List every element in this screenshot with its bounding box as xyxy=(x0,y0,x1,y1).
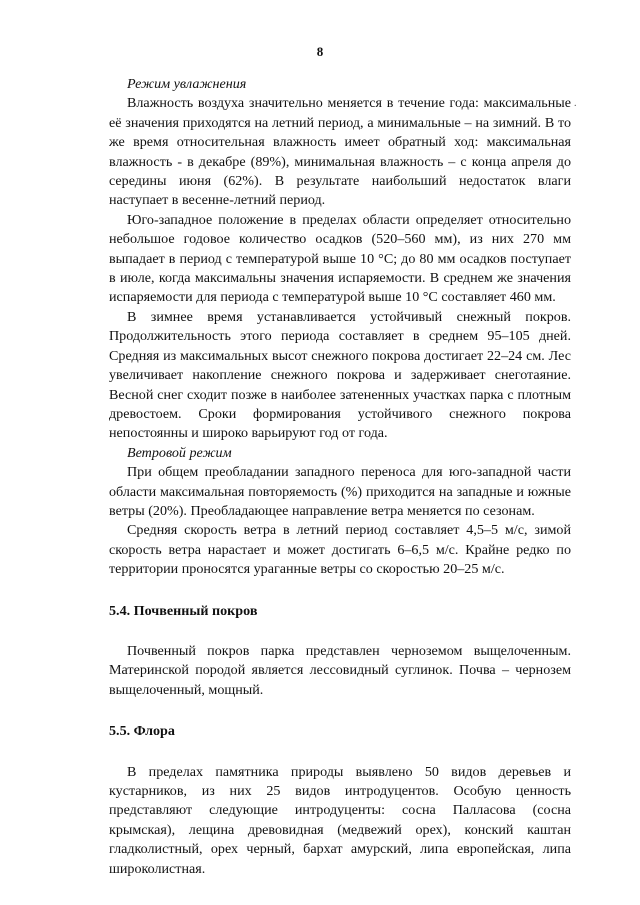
moisture-paragraph-1: Влажность воздуха значительно меняется в течение года: максимальные её значения приходятся на летний период, а минимальные – на зимний. В то же время относительная влажность имеет обратный ход: максимальная влажность - в декабре (89%), минимальная влажность – с конца апреля до середины июня (62%). В результате наибольший недостаток влаги наступает в весенне-летний период. xyxy=(109,95,571,209)
flora-section-title: 5.5. Флора xyxy=(109,723,175,740)
spacer xyxy=(109,621,571,642)
moisture-paragraph-3: В зимнее время устанавливается устойчивый снежный покров. Продолжительность этого периода составляет в среднем 95–105 дней. Средняя из максимальных высот снежного покрова достигает 22–24 см. Лес увеличивает накопление снежного покрова и задерживает снеготаяние. Весной снег сходит позже в наиболее затененных участках парка с плотным древостоем. Сроки формирования устойчивого снежного покрова непостоянны и широко варьируют год от года. xyxy=(109,308,571,442)
flora-paragraph-1: В пределах памятника природы выявлено 50 видов деревьев и кустарников, из них 25 видов интродуцентов. Особую ценность представляют следующие интродуценты: сосна Палласова (сосна крымская), лещина древовидная (медвежий орех), конский каштан гладколистный, орех черный, бархат амурский, липа европейская, липа широколистная. xyxy=(109,763,571,877)
soil-section-title: 5.4. Почвенный покров xyxy=(109,602,258,619)
moisture-paragraph-2: Юго-западное положение в пределах области определяет относительно небольшое годовое количество осадков (520–560 мм), из них 270 мм выпадает в период с температурой выше 10 °С; до 80 мм осадков поступает в июле, когда максимальны значения испаряемости. В среднем же значения испаряемости для периода с температурой выше 10 °С составляет 460 мм. xyxy=(109,211,571,306)
page-number: 8 xyxy=(316,44,324,59)
moisture-heading: Режим увлажнения xyxy=(127,76,247,92)
spacer xyxy=(109,742,571,763)
wind-paragraph-1: При общем преобладании западного переноса для юго-западной части области максимальная повторяемость (%) приходится на западные и южные ветры (20%). Преобладающее направление ветра меняется по сезонам. xyxy=(109,464,571,519)
wind-paragraph-2: Средняя скорость ветра в летний период составляет 4,5–5 м/с, зимой скорость ветра нарастает и может достигать 6–6,5 м/с. Крайне редко по территории проносятся ураганные ветры со скоростью 20–25 м/с. xyxy=(109,522,571,578)
spacer xyxy=(109,580,571,602)
page-content xyxy=(109,75,571,879)
scan-mark: . xyxy=(574,98,577,109)
spacer xyxy=(109,700,571,722)
wind-heading: Ветровой режим xyxy=(127,444,232,461)
soil-paragraph-1: Почвенный покров парка представлен черноземом выщелоченным. Материнской породой является лессовидный суглинок. Почва – чернозем выщелоченный, мощный. xyxy=(109,642,571,698)
